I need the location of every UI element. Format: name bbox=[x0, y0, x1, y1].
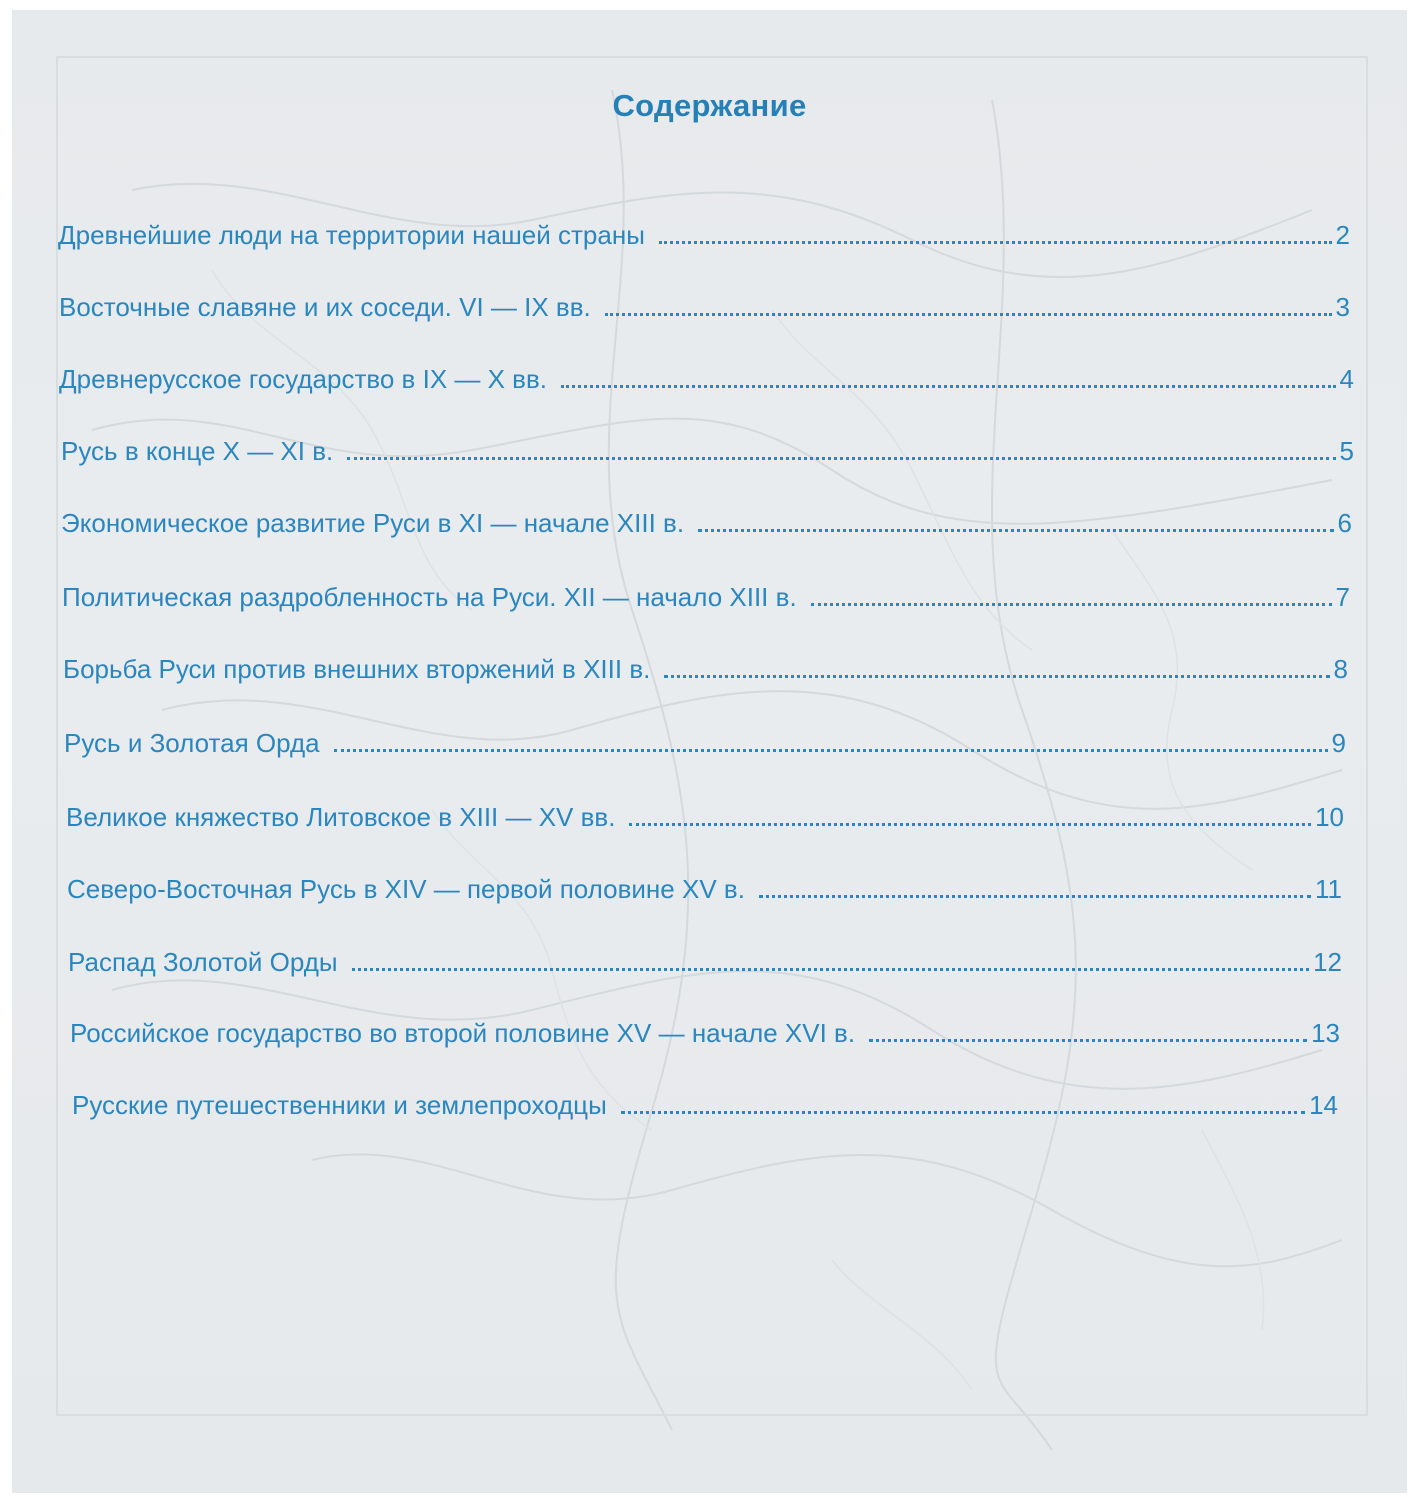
toc-entry-label: Северо-Восточная Русь в XIV — первой половине XV в. bbox=[67, 874, 745, 904]
toc-entry bbox=[62, 580, 1350, 614]
toc-entry bbox=[61, 434, 1354, 468]
toc-entry-label: Русь в конце X — XI в. bbox=[61, 436, 334, 466]
toc-entry-page-number: 5 bbox=[1339, 436, 1354, 466]
toc-entry-label: Восточные славяне и их соседи. VI — IX вв. bbox=[59, 292, 591, 322]
toc-dot-leader bbox=[698, 529, 1333, 532]
toc-entry bbox=[66, 800, 1344, 834]
toc-title: Содержание bbox=[612, 88, 807, 123]
toc-entry bbox=[64, 726, 1346, 760]
toc-entry bbox=[68, 945, 1342, 979]
toc-entry-page-number: 13 bbox=[1311, 1018, 1340, 1048]
toc-entry bbox=[59, 290, 1350, 324]
toc-entry-label: Древнерусское государство в IX — X вв. bbox=[59, 364, 548, 394]
toc-entry-page-number: 7 bbox=[1335, 582, 1350, 612]
toc-dot-leader bbox=[334, 749, 1328, 752]
toc-list bbox=[12, 10, 1407, 1493]
toc-entry-label: Политическая раздробленность на Руси. XII — начало XIII в. bbox=[62, 582, 797, 612]
toc-entry-page-number: 8 bbox=[1333, 654, 1348, 684]
toc-entry-page-number: 12 bbox=[1313, 947, 1342, 977]
toc-entry-page-number: 11 bbox=[1315, 874, 1342, 904]
toc-dot-leader bbox=[659, 241, 1332, 244]
toc-entry-page-number: 4 bbox=[1339, 364, 1354, 394]
toc-dot-leader bbox=[811, 603, 1332, 606]
toc-entry-label: Российское государство во второй половине XV — начале XVI в. bbox=[70, 1018, 856, 1048]
toc-entry-page-number: 9 bbox=[1331, 728, 1346, 758]
toc-dot-leader bbox=[605, 313, 1332, 316]
toc-dot-leader bbox=[664, 675, 1329, 678]
toc-entry bbox=[70, 1016, 1340, 1050]
toc-entry-page-number: 6 bbox=[1337, 508, 1352, 538]
toc-dot-leader bbox=[561, 385, 1336, 388]
toc-entry-label: Русь и Золотая Орда bbox=[64, 728, 320, 758]
toc-entry bbox=[61, 506, 1352, 540]
toc-entry bbox=[72, 1088, 1338, 1122]
toc-dot-leader bbox=[347, 457, 1335, 460]
toc-entry-label: Русские путешественники и землепроходцы bbox=[72, 1090, 607, 1120]
toc-entry bbox=[67, 872, 1342, 906]
toc-dot-leader bbox=[621, 1111, 1305, 1114]
toc-entry-label: Борьба Руси против внешних вторжений в XIII в. bbox=[63, 654, 651, 684]
toc-entry bbox=[59, 362, 1354, 396]
toc-dot-leader bbox=[352, 968, 1309, 971]
toc-entry-label: Распад Золотой Орды bbox=[68, 947, 338, 977]
toc-entry-label: Великое княжество Литовское в XIII — XV вв. bbox=[66, 802, 616, 832]
toc-entry-page-number: 2 bbox=[1335, 220, 1350, 250]
toc-entry-page-number: 3 bbox=[1335, 292, 1350, 322]
toc-entry bbox=[63, 652, 1348, 686]
toc-entry-label: Древнейшие люди на территории нашей страны bbox=[58, 220, 645, 250]
toc-entry-page-number: 14 bbox=[1309, 1090, 1338, 1120]
toc-entry-page-number: 10 bbox=[1315, 802, 1344, 832]
toc-dot-leader bbox=[629, 823, 1311, 826]
toc-entry-label: Экономическое развитие Руси в XI — начале XIII в. bbox=[61, 508, 685, 538]
toc-dot-leader bbox=[759, 895, 1311, 898]
toc-dot-leader bbox=[869, 1039, 1307, 1042]
document-page bbox=[12, 10, 1407, 1493]
toc-entry bbox=[58, 218, 1350, 252]
